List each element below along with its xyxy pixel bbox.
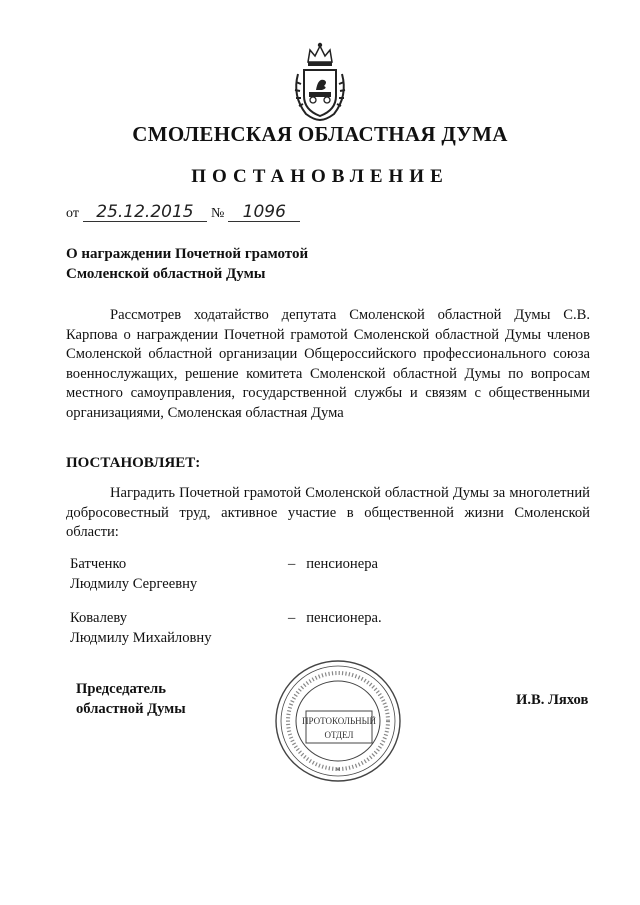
preamble-paragraph: Рассмотрев ходатайство депутата Смоленской областной Думы С.В. Карпова о награждении Почетной грамотой Смоленской областной Думы членов Смоленской областной организации Общероссийского профессионального союза военнослужащих, решение комитета Смоленской областной Думы по вопросам местного самоуправления, государственной службы и связям с общественными организациями, Смоленская областная Дума xyxy=(66,307,590,421)
awardee-given-names: Людмилу Михайловну xyxy=(70,629,212,646)
signatory-name: И.В. Ляхов xyxy=(516,692,589,708)
awardee-role xyxy=(288,555,378,575)
signatory-title-line-2: областной Думы xyxy=(76,700,186,717)
subject-line-1: О награждении Почетной грамотой xyxy=(66,246,309,262)
role-dash: – xyxy=(288,610,296,626)
awardee-surname: Ковалеву xyxy=(70,610,128,626)
document-subject xyxy=(66,244,386,284)
awardee-given-names: Людмилу Сергеевну xyxy=(70,575,198,592)
awardee-role xyxy=(288,609,382,629)
award-paragraph: Наградить Почетной грамотой Смоленской областной Думы за многолетний добросовестный труд, активное участие в общественной жизни Смоленской области: xyxy=(66,485,590,541)
stamp-line-2: ОТДЕЛ xyxy=(324,730,354,740)
svg-text:*: * xyxy=(335,766,341,776)
signatory-title-line-1: Председатель xyxy=(76,681,166,697)
role-text: пенсионера xyxy=(306,556,378,572)
awardee-surname: Батченко xyxy=(70,556,127,572)
official-stamp xyxy=(258,656,418,786)
handwritten-date: 25.12.2015 xyxy=(83,203,207,222)
number-label: № xyxy=(210,206,225,221)
stamp-line-1: ПРОТОКОЛЬНЫЙ xyxy=(302,716,376,726)
date-from-label: от xyxy=(66,206,79,221)
coat-of-arms-icon xyxy=(284,40,356,124)
signatory-title xyxy=(76,680,236,719)
decree-heading: ПОСТАНОВЛЯЕТ: xyxy=(66,455,201,471)
awardee-name xyxy=(70,609,270,648)
awardee-name xyxy=(70,555,270,594)
date-number-line xyxy=(66,203,300,222)
role-dash: – xyxy=(288,556,296,572)
role-text: пенсионера. xyxy=(306,610,382,626)
handwritten-number: 1096 xyxy=(228,203,300,222)
organization-title: СМОЛЕНСКАЯ ОБЛАСТНАЯ ДУМА xyxy=(132,122,508,146)
subject-line-2: Смоленской областной Думы xyxy=(66,266,266,282)
document-type: ПОСТАНОВЛЕНИЕ xyxy=(191,166,449,187)
